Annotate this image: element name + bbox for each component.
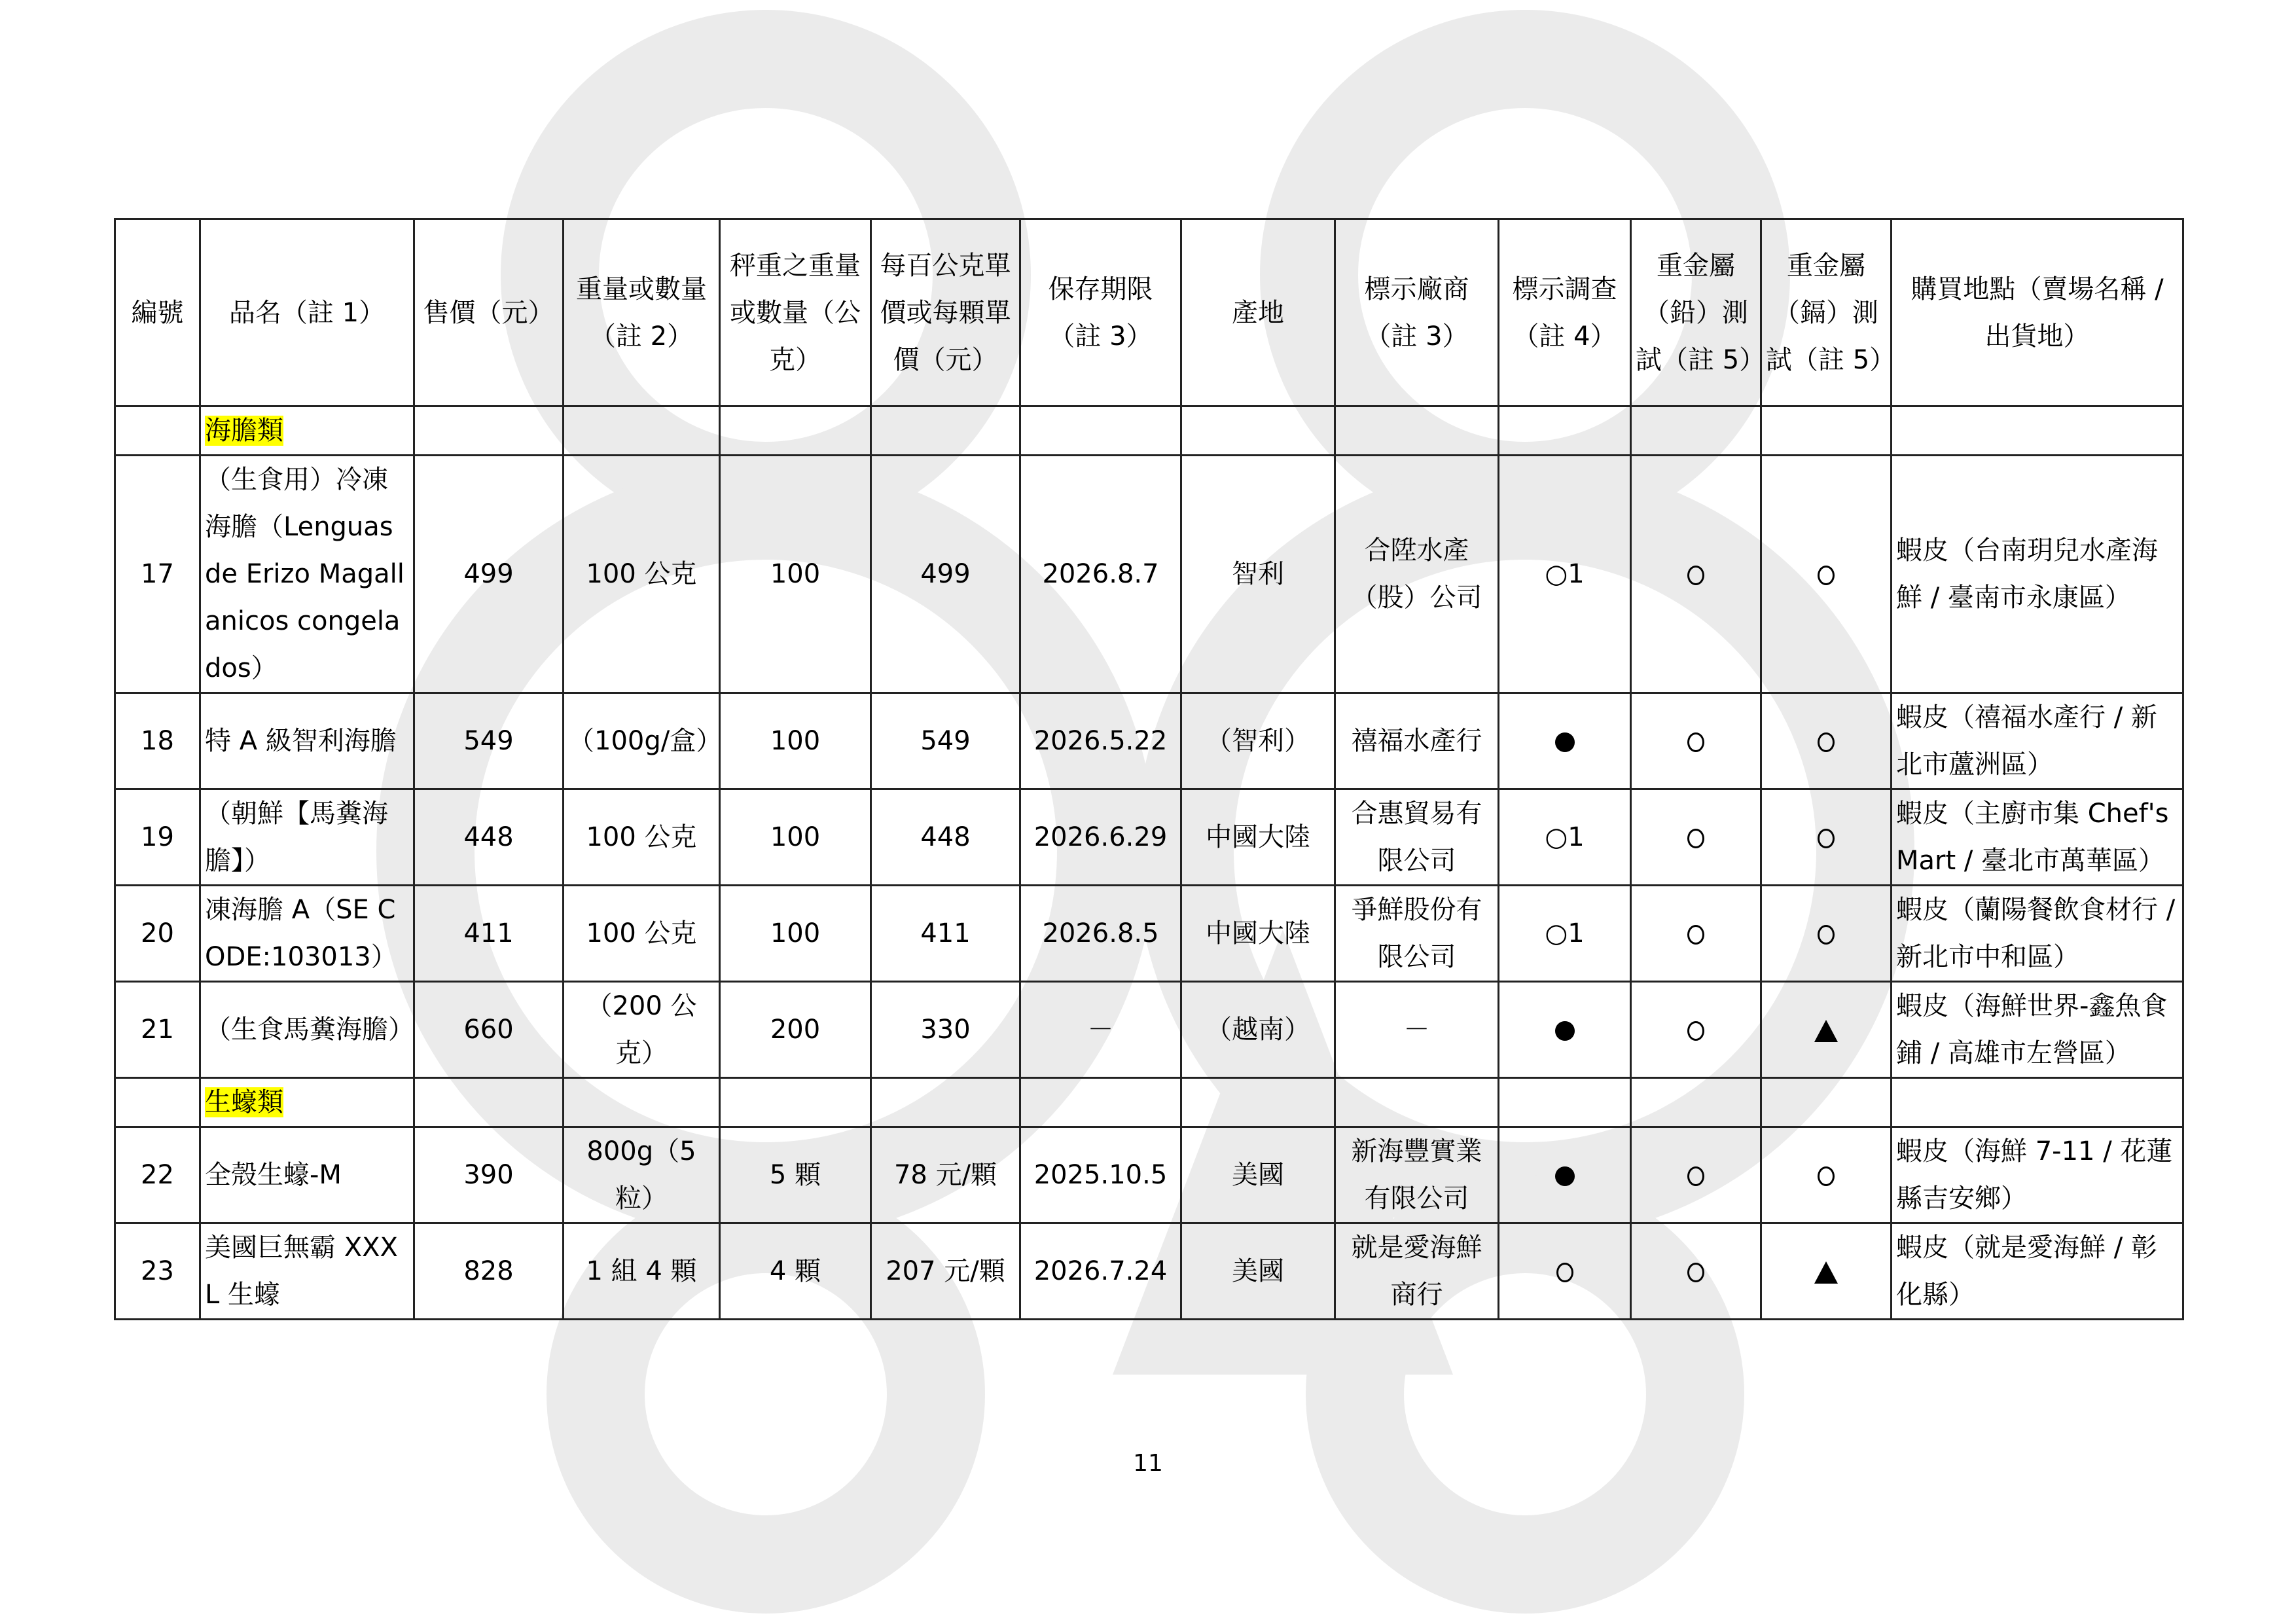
column-header: 重量或數量（註 2） bbox=[564, 219, 720, 406]
cell-place: 蝦皮（蘭陽餐飲食材行 / 新北市中和區） bbox=[1892, 886, 2183, 982]
cell-origin: 智利 bbox=[1181, 456, 1335, 693]
table-cell bbox=[115, 406, 200, 456]
circle-icon bbox=[1556, 1263, 1573, 1282]
table-row bbox=[115, 693, 2183, 789]
cell-label-check bbox=[1499, 1127, 1631, 1223]
cell-weight: （200 公克） bbox=[564, 982, 720, 1078]
cell-name: 凍海膽 A（SE CODE:103013） bbox=[200, 886, 414, 982]
table-row bbox=[115, 456, 2183, 693]
column-header: 標示調查（註 4） bbox=[1499, 219, 1631, 406]
cell-name: 特 A 級智利海膽 bbox=[200, 693, 414, 789]
cell-origin: 美國 bbox=[1181, 1127, 1335, 1223]
cell-expiry: 2026.8.7 bbox=[1020, 456, 1181, 693]
circle-icon bbox=[1818, 1166, 1835, 1186]
cell-unit-price: 411 bbox=[871, 886, 1020, 982]
table-cell bbox=[1761, 406, 1892, 456]
column-header: 保存期限（註 3） bbox=[1020, 219, 1181, 406]
circle-icon bbox=[1687, 829, 1704, 848]
cell-maker: 合陞水產（股）公司 bbox=[1335, 456, 1499, 693]
cell-cadmium bbox=[1761, 886, 1892, 982]
cell-expiry: － bbox=[1020, 982, 1181, 1078]
column-header: 品名（註 1） bbox=[200, 219, 414, 406]
cell-cadmium bbox=[1761, 693, 1892, 789]
table-cell bbox=[1892, 406, 2183, 456]
cell-weight: （100g/盒） bbox=[564, 693, 720, 789]
table-cell bbox=[200, 1078, 414, 1127]
triangle-icon bbox=[1814, 1020, 1838, 1042]
circle-icon bbox=[1687, 732, 1704, 752]
circle-icon bbox=[1818, 829, 1835, 848]
cell-origin: （智利） bbox=[1181, 693, 1335, 789]
cell-cadmium bbox=[1761, 789, 1892, 886]
filled-circle-icon bbox=[1555, 1166, 1575, 1186]
cell-no: 21 bbox=[115, 982, 200, 1078]
cell-no: 19 bbox=[115, 789, 200, 886]
column-header: 售價（元） bbox=[414, 219, 564, 406]
circle-icon bbox=[1818, 566, 1835, 585]
column-header: 重金屬（鎘）測試（註 5） bbox=[1761, 219, 1892, 406]
cell-maker: 爭鮮股份有限公司 bbox=[1335, 886, 1499, 982]
filled-circle-icon bbox=[1555, 732, 1575, 752]
table-cell bbox=[720, 1078, 871, 1127]
cell-expiry: 2026.6.29 bbox=[1020, 789, 1181, 886]
circle-icon bbox=[1687, 1021, 1704, 1041]
cell-weight: 100 公克 bbox=[564, 456, 720, 693]
column-header: 秤重之重量或數量（公克） bbox=[720, 219, 871, 406]
circle-icon bbox=[1818, 732, 1835, 752]
category-label: 生蠔類 bbox=[205, 1087, 283, 1117]
cell-no: 22 bbox=[115, 1127, 200, 1223]
cell-weight: 100 公克 bbox=[564, 789, 720, 886]
cell-place: 蝦皮（就是愛海鮮 / 彰化縣） bbox=[1892, 1223, 2183, 1320]
cell-place: 蝦皮（主廚市集 Chef's Mart / 臺北市萬華區） bbox=[1892, 789, 2183, 886]
table-row bbox=[115, 982, 2183, 1078]
cell-cadmium bbox=[1761, 1127, 1892, 1223]
cell-measured: 4 顆 bbox=[720, 1223, 871, 1320]
cell-name: 美國巨無霸 XXXL 生蠔 bbox=[200, 1223, 414, 1320]
cell-name: 全殼生蠔-M bbox=[200, 1127, 414, 1223]
cell-no: 23 bbox=[115, 1223, 200, 1320]
cell-weight: 1 組 4 顆 bbox=[564, 1223, 720, 1320]
cell-maker: 就是愛海鮮商行 bbox=[1335, 1223, 1499, 1320]
cell-measured: 100 bbox=[720, 789, 871, 886]
cell-place: 蝦皮（海鮮 7-11 / 花蓮縣吉安鄉） bbox=[1892, 1127, 2183, 1223]
table-cell bbox=[1335, 1078, 1499, 1127]
cell-label-check bbox=[1499, 1223, 1631, 1320]
cell-measured: 100 bbox=[720, 456, 871, 693]
category-row bbox=[115, 406, 2183, 456]
circle-icon bbox=[1818, 925, 1835, 945]
cell-unit-price: 78 元/顆 bbox=[871, 1127, 1020, 1223]
cell-price: 390 bbox=[414, 1127, 564, 1223]
cell-measured: 200 bbox=[720, 982, 871, 1078]
cell-label-check bbox=[1499, 693, 1631, 789]
cell-lead bbox=[1631, 693, 1761, 789]
cell-maker: 合惠貿易有限公司 bbox=[1335, 789, 1499, 886]
cell-place: 蝦皮（禧福水產行 / 新北市蘆洲區） bbox=[1892, 693, 2183, 789]
cell-place: 蝦皮（海鮮世界-鑫魚食鋪 / 高雄市左營區） bbox=[1892, 982, 2183, 1078]
cell-lead bbox=[1631, 456, 1761, 693]
cell-no: 20 bbox=[115, 886, 200, 982]
column-header: 編號 bbox=[115, 219, 200, 406]
cell-expiry: 2026.8.5 bbox=[1020, 886, 1181, 982]
cell-cadmium bbox=[1761, 1223, 1892, 1320]
page-number: 11 bbox=[1133, 1450, 1163, 1477]
table-cell bbox=[414, 406, 564, 456]
cell-price: 411 bbox=[414, 886, 564, 982]
cell-no: 18 bbox=[115, 693, 200, 789]
table-cell bbox=[871, 1078, 1020, 1127]
header-row bbox=[115, 219, 2183, 406]
cell-expiry: 2026.7.24 bbox=[1020, 1223, 1181, 1320]
filled-circle-icon bbox=[1555, 1021, 1575, 1041]
circle-icon bbox=[1687, 925, 1704, 945]
circle-icon bbox=[1687, 1166, 1704, 1186]
cell-name: （生食用）冷凍海膽（Lenguas de Erizo Magallanicos congelados） bbox=[200, 456, 414, 693]
cell-origin: 中國大陸 bbox=[1181, 789, 1335, 886]
cell-unit-price: 448 bbox=[871, 789, 1020, 886]
column-header: 產地 bbox=[1181, 219, 1335, 406]
table-cell bbox=[1761, 1078, 1892, 1127]
table-row bbox=[115, 1223, 2183, 1320]
category-row bbox=[115, 1078, 2183, 1127]
cell-expiry: 2026.5.22 bbox=[1020, 693, 1181, 789]
triangle-icon bbox=[1814, 1261, 1838, 1284]
cell-lead bbox=[1631, 1223, 1761, 1320]
cell-label-check: ○1 bbox=[1499, 456, 1631, 693]
cell-price: 828 bbox=[414, 1223, 564, 1320]
cell-price: 660 bbox=[414, 982, 564, 1078]
cell-measured: 5 顆 bbox=[720, 1127, 871, 1223]
table-cell bbox=[1892, 1078, 2183, 1127]
table-row bbox=[115, 886, 2183, 982]
table-cell bbox=[1020, 1078, 1181, 1127]
table-cell bbox=[871, 406, 1020, 456]
table-cell bbox=[564, 406, 720, 456]
cell-label-check: ○1 bbox=[1499, 886, 1631, 982]
category-label: 海膽類 bbox=[205, 416, 283, 446]
table-cell bbox=[1631, 406, 1761, 456]
cell-lead bbox=[1631, 982, 1761, 1078]
table-cell bbox=[414, 1078, 564, 1127]
cell-unit-price: 330 bbox=[871, 982, 1020, 1078]
cell-label-check: ○1 bbox=[1499, 789, 1631, 886]
cell-unit-price: 549 bbox=[871, 693, 1020, 789]
cell-price: 448 bbox=[414, 789, 564, 886]
cell-origin: 中國大陸 bbox=[1181, 886, 1335, 982]
circle-icon bbox=[1687, 1263, 1704, 1282]
cell-name: （生食馬糞海膽） bbox=[200, 982, 414, 1078]
cell-lead bbox=[1631, 886, 1761, 982]
cell-cadmium bbox=[1761, 456, 1892, 693]
cell-price: 549 bbox=[414, 693, 564, 789]
table-row bbox=[115, 1127, 2183, 1223]
product-survey-table bbox=[114, 218, 2184, 1320]
table-cell bbox=[1181, 406, 1335, 456]
cell-unit-price: 499 bbox=[871, 456, 1020, 693]
table-cell bbox=[564, 1078, 720, 1127]
cell-expiry: 2025.10.5 bbox=[1020, 1127, 1181, 1223]
column-header: 每百公克單價或每顆單價（元） bbox=[871, 219, 1020, 406]
table-cell bbox=[1499, 1078, 1631, 1127]
cell-label-check bbox=[1499, 982, 1631, 1078]
table-cell bbox=[1020, 406, 1181, 456]
cell-maker: 新海豐實業有限公司 bbox=[1335, 1127, 1499, 1223]
cell-weight: 100 公克 bbox=[564, 886, 720, 982]
cell-lead bbox=[1631, 789, 1761, 886]
cell-no: 17 bbox=[115, 456, 200, 693]
table-cell bbox=[1181, 1078, 1335, 1127]
cell-unit-price: 207 元/顆 bbox=[871, 1223, 1020, 1320]
table-row bbox=[115, 789, 2183, 886]
column-header: 標示廠商（註 3） bbox=[1335, 219, 1499, 406]
cell-weight: 800g（5 粒） bbox=[564, 1127, 720, 1223]
circle-icon bbox=[1687, 566, 1704, 585]
cell-measured: 100 bbox=[720, 886, 871, 982]
cell-place: 蝦皮（台南玥兒水產海鮮 / 臺南市永康區） bbox=[1892, 456, 2183, 693]
table-cell bbox=[115, 1078, 200, 1127]
cell-price: 499 bbox=[414, 456, 564, 693]
table-cell bbox=[1499, 406, 1631, 456]
table-cell bbox=[720, 406, 871, 456]
cell-maker: 禧福水產行 bbox=[1335, 693, 1499, 789]
table-cell bbox=[200, 406, 414, 456]
cell-measured: 100 bbox=[720, 693, 871, 789]
column-header: 購買地點（賣場名稱 / 出貨地） bbox=[1892, 219, 2183, 406]
cell-cadmium bbox=[1761, 982, 1892, 1078]
cell-origin: （越南） bbox=[1181, 982, 1335, 1078]
column-header: 重金屬（鉛）測試（註 5） bbox=[1631, 219, 1761, 406]
table-cell bbox=[1335, 406, 1499, 456]
cell-lead bbox=[1631, 1127, 1761, 1223]
table-cell bbox=[1631, 1078, 1761, 1127]
cell-maker: － bbox=[1335, 982, 1499, 1078]
cell-name: （朝鮮【馬糞海膽】） bbox=[200, 789, 414, 886]
cell-origin: 美國 bbox=[1181, 1223, 1335, 1320]
